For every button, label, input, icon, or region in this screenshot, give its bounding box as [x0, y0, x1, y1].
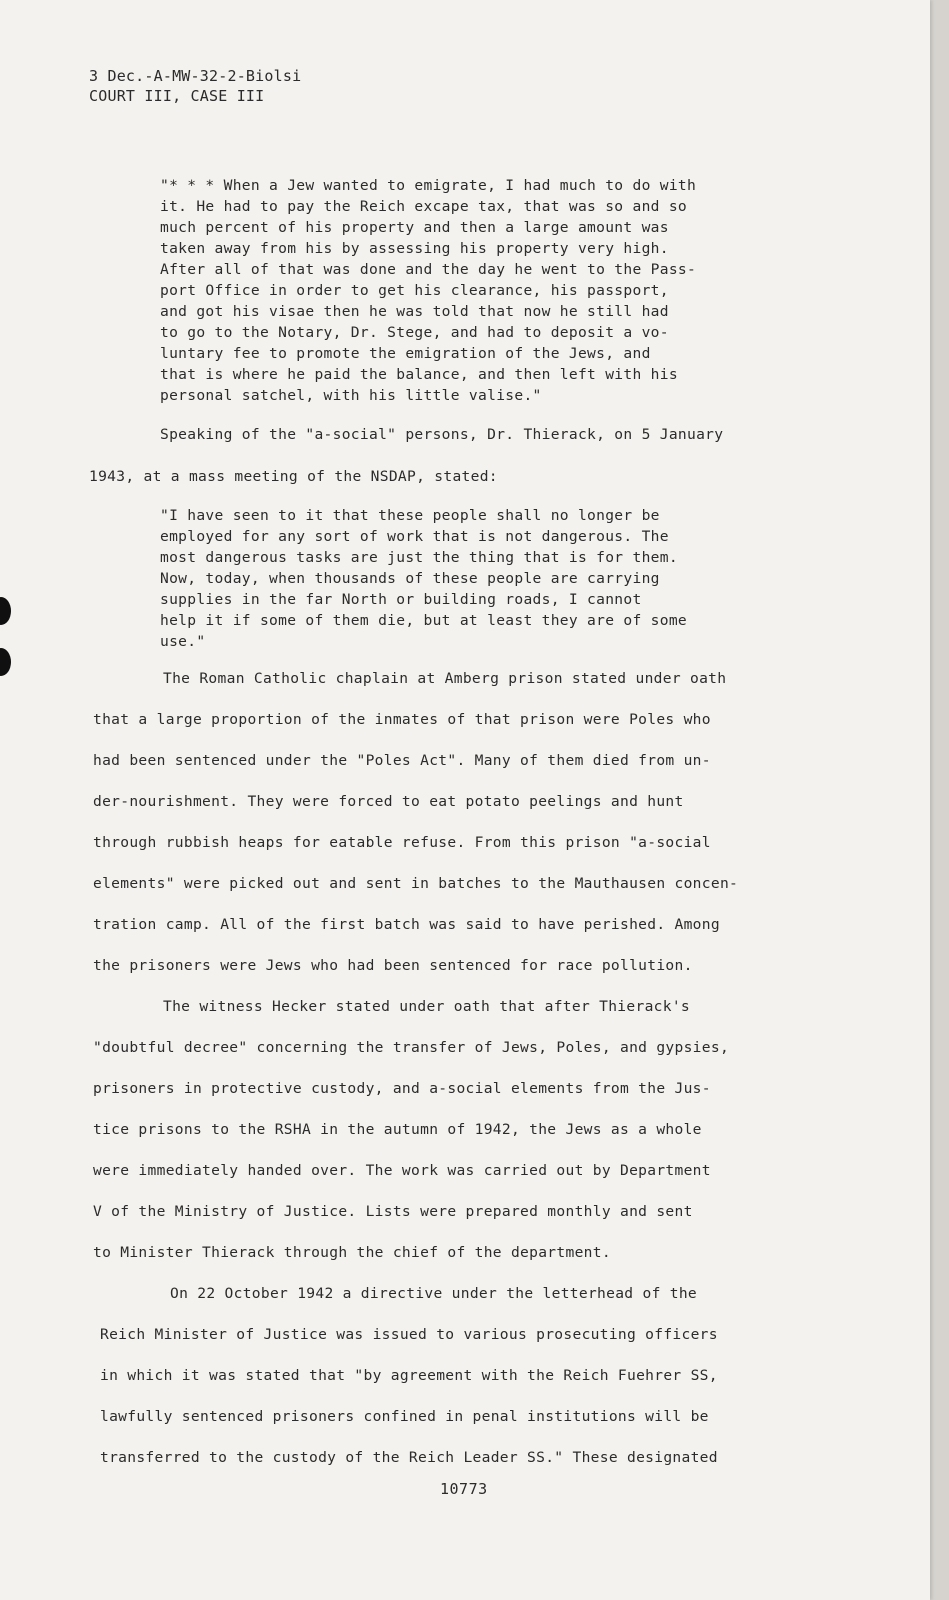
- paragraph-line: 1943, at a mass meeting of the NSDAP, stated:: [89, 468, 498, 485]
- quote-line: personal satchel, with his little valise.": [160, 387, 542, 404]
- quote-line: help it if some of them die, but at least they are of some: [160, 612, 687, 629]
- page-number: 10773: [440, 1480, 488, 1498]
- paragraph-line: in which it was stated that "by agreement with the Reich Fuehrer SS,: [100, 1367, 718, 1384]
- quote-line: port Office in order to get his clearance, his passport,: [160, 282, 669, 299]
- quote-line: employed for any sort of work that is not dangerous. The: [160, 528, 669, 545]
- paragraph-line: The Roman Catholic chaplain at Amberg prison stated under oath: [163, 670, 727, 687]
- paragraph-line: were immediately handed over. The work was carried out by Department: [93, 1162, 711, 1179]
- paragraph-line: elements" were picked out and sent in batches to the Mauthausen concen-: [93, 875, 739, 892]
- paragraph-line: transferred to the custody of the Reich Leader SS." These designated: [100, 1449, 718, 1466]
- quote-line: "I have seen to it that these people shall no longer be: [160, 507, 660, 524]
- document-header: [89, 66, 301, 106]
- paragraph-line: prisoners in protective custody, and a-social elements from the Jus-: [93, 1080, 711, 1097]
- quote-line: to go to the Notary, Dr. Stege, and had to deposit a vo-: [160, 324, 669, 341]
- paragraph-line: Reich Minister of Justice was issued to various prosecuting officers: [100, 1326, 718, 1343]
- paragraph-line: V of the Ministry of Justice. Lists were prepared monthly and sent: [93, 1203, 693, 1220]
- header-line-reference: 3 Dec.-A-MW-32-2-Biolsi: [89, 67, 302, 85]
- quote-line: and got his visae then he was told that now he still had: [160, 303, 669, 320]
- quote-line: luntary fee to promote the emigration of the Jews, and: [160, 345, 651, 362]
- paragraph-line: the prisoners were Jews who had been sentenced for race pollution.: [93, 957, 693, 974]
- paragraph-line: tration camp. All of the first batch was said to have perished. Among: [93, 916, 720, 933]
- quote-line: use.": [160, 633, 206, 650]
- punch-hole: [0, 648, 11, 676]
- header-line-court: COURT III, CASE III: [89, 87, 265, 105]
- quote-line: much percent of his property and then a large amount was: [160, 219, 669, 236]
- quote-line: Now, today, when thousands of these people are carrying: [160, 570, 660, 587]
- quote-line: most dangerous tasks are just the thing that is for them.: [160, 549, 678, 566]
- paragraph-line: had been sentenced under the "Poles Act". Many of them died from un-: [93, 752, 711, 769]
- paragraph-line: lawfully sentenced prisoners confined in penal institutions will be: [100, 1408, 709, 1425]
- quote-line: After all of that was done and the day he went to the Pass-: [160, 261, 697, 278]
- paragraph-line: to Minister Thierack through the chief of the department.: [93, 1244, 611, 1261]
- quote-line: "* * * When a Jew wanted to emigrate, I had much to do with: [160, 177, 697, 194]
- punch-hole: [0, 597, 11, 625]
- quote-line: it. He had to pay the Reich excape tax, that was so and so: [160, 198, 687, 215]
- paragraph-line: On 22 October 1942 a directive under the letterhead of the: [170, 1285, 697, 1302]
- quote-line: that is where he paid the balance, and then left with his: [160, 366, 678, 383]
- paragraph-line: The witness Hecker stated under oath that after Thierack's: [163, 998, 690, 1015]
- paragraph-line: through rubbish heaps for eatable refuse. From this prison "a-social: [93, 834, 711, 851]
- paragraph-line: "doubtful decree" concerning the transfer of Jews, Poles, and gypsies,: [93, 1039, 730, 1056]
- quote-line: supplies in the far North or building roads, I cannot: [160, 591, 642, 608]
- paragraph-line: tice prisons to the RSHA in the autumn of 1942, the Jews as a whole: [93, 1121, 702, 1138]
- quote-line: taken away from his by assessing his property very high.: [160, 240, 669, 257]
- paragraph-line: that a large proportion of the inmates of that prison were Poles who: [93, 711, 711, 728]
- paragraph-line: Speaking of the "a-social" persons, Dr. Thierack, on 5 January: [160, 426, 724, 443]
- paragraph-line: der-nourishment. They were forced to eat potato peelings and hunt: [93, 793, 684, 810]
